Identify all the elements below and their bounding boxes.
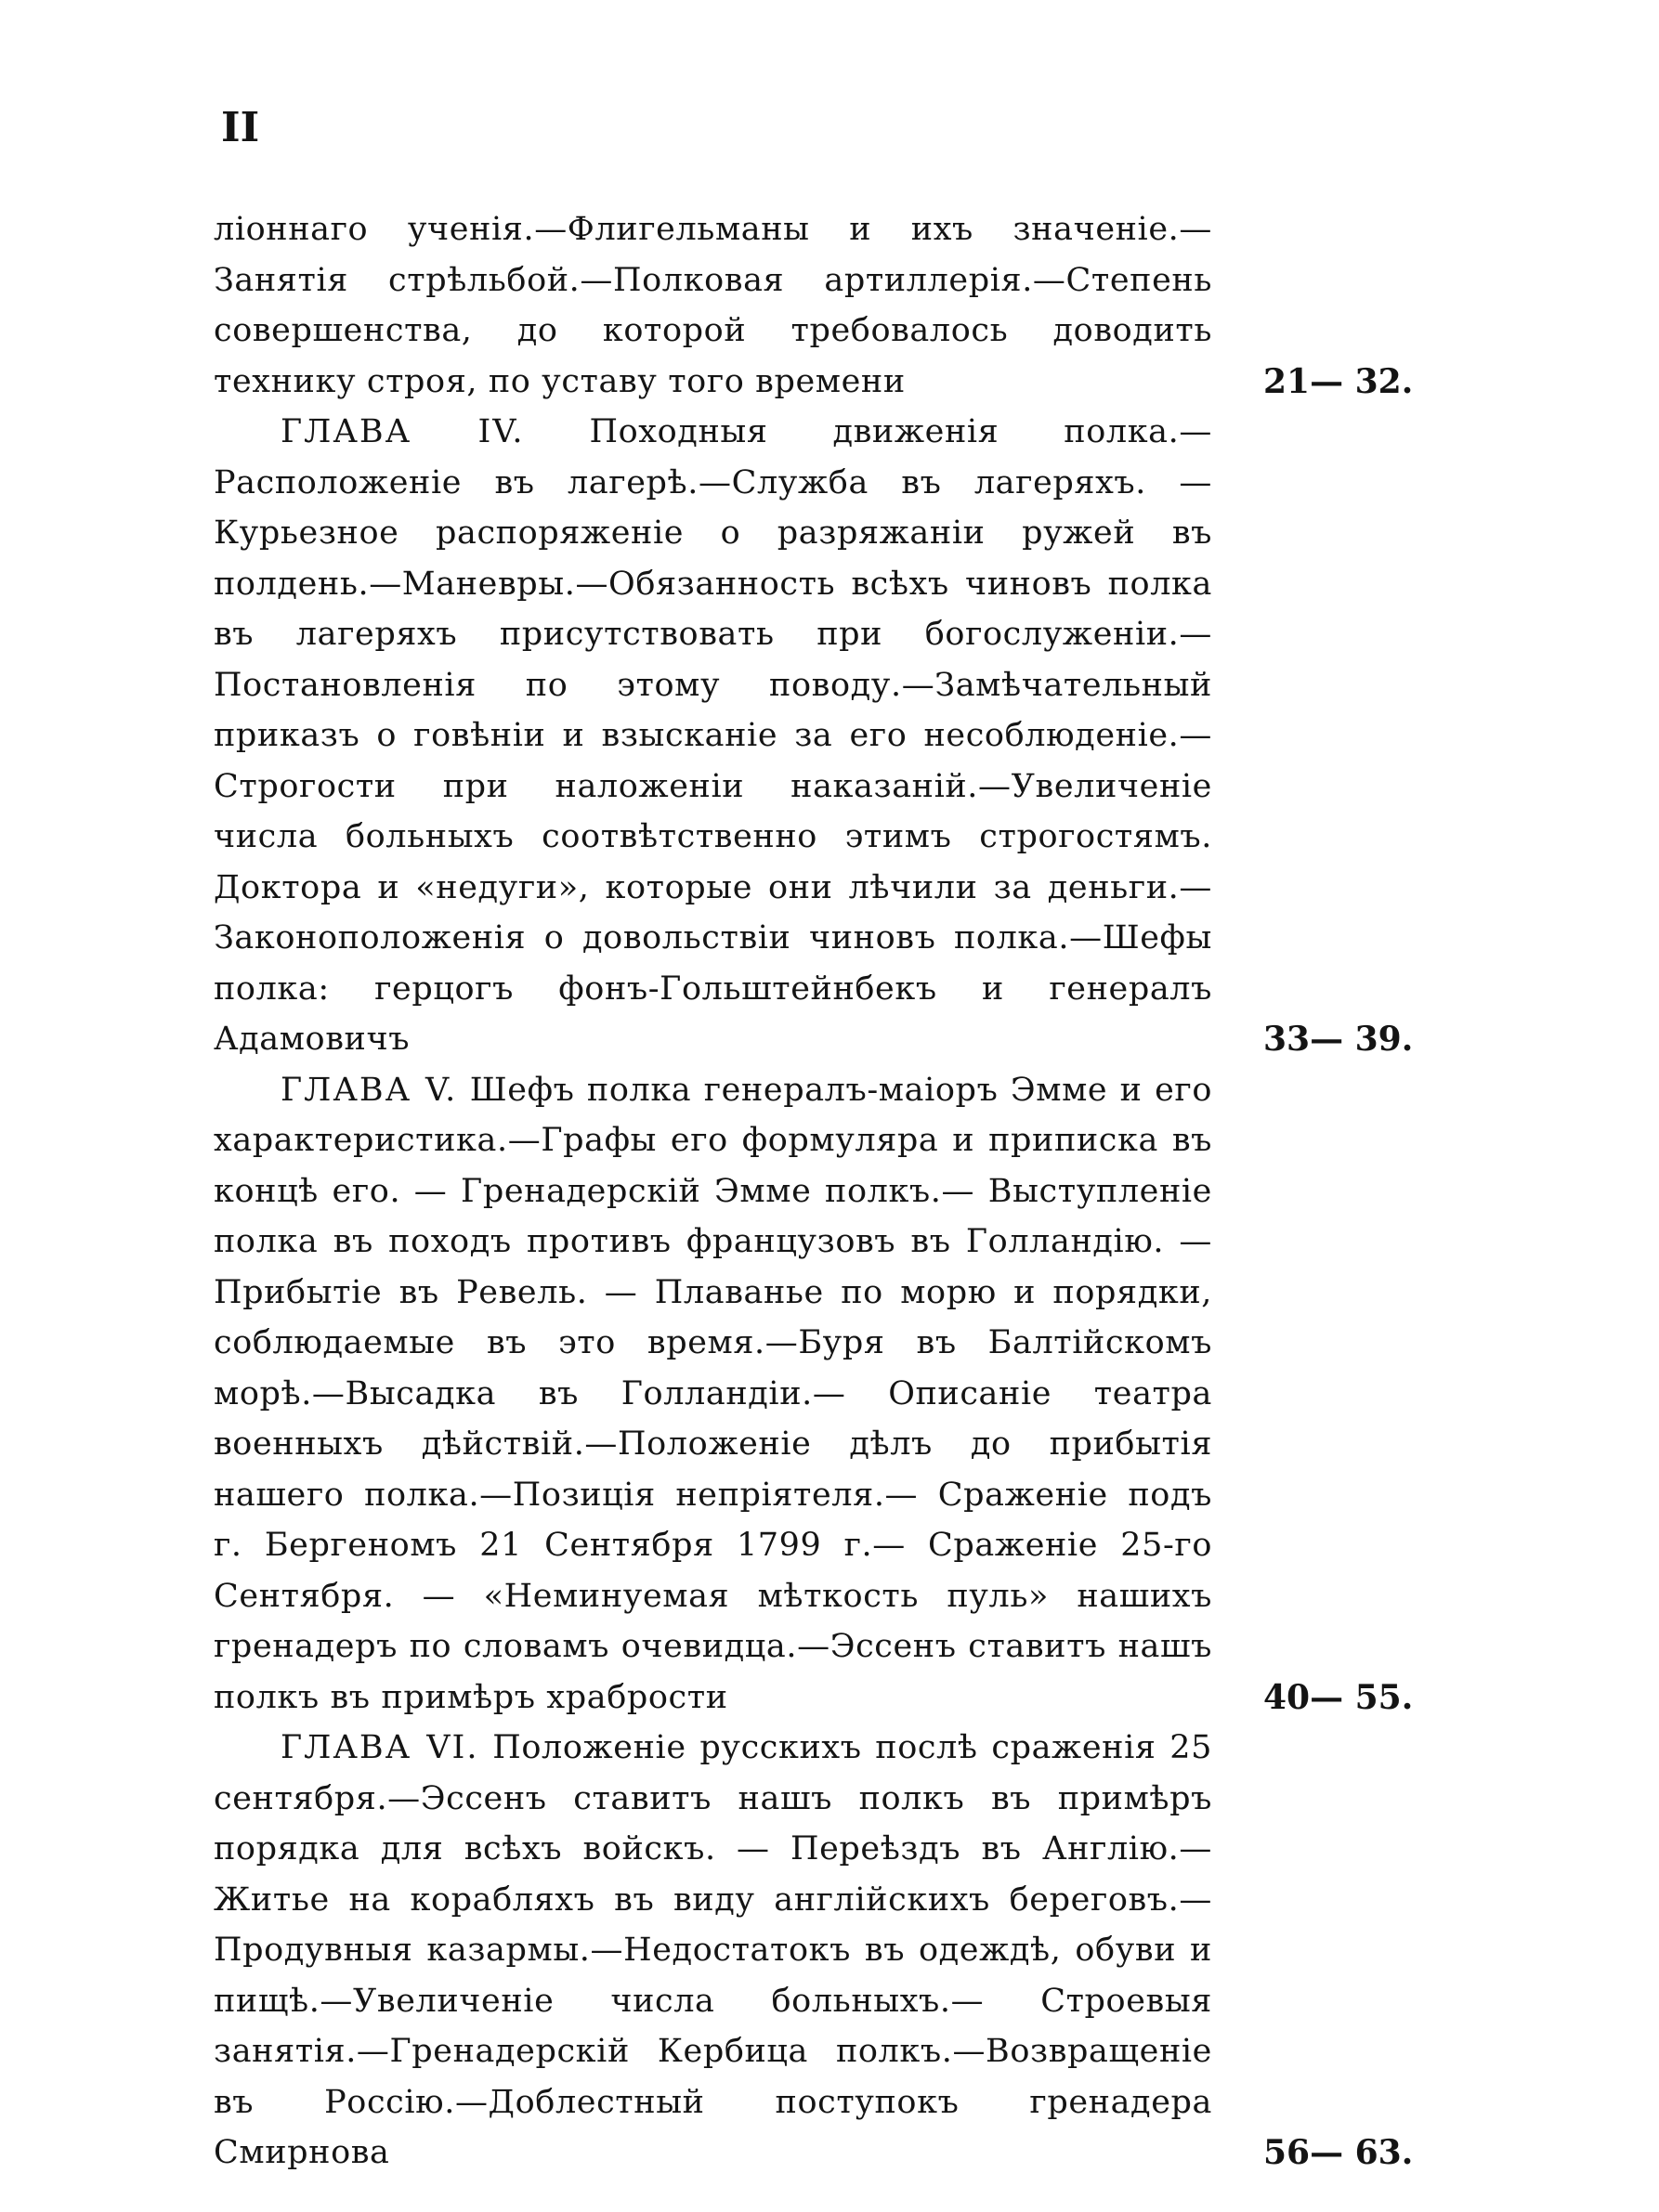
toc-entry-text: [214, 1723, 1212, 2179]
toc-entry-text: [214, 407, 1212, 1065]
toc-entry-pages: 56— 63.: [1263, 2133, 1414, 2172]
toc-entry-pages: 33— 39.: [1263, 1020, 1414, 1059]
toc-entry-description: Походныя движенія полка.—Расположеніе въ лагерѣ.—Служба въ лагеряхъ. — Курьезное распоряженіе о разряжаніи ружей въ полдень.—Маневры.—Обязанность всѣхъ чиновъ полка въ лагеряхъ присутствовать при богослуженіи.—Постановленія по этому поводу.—Замѣчательный приказъ о говѣніи и взысканіе за его несоблюденіе.—Строгости при наложеніи наказаній.—Увеличеніе числа больныхъ соотвѣтственно этимъ строгостямъ. Доктора и «недуги», которые они лѣчили за деньги.—Законоположенія о довольствіи чиновъ полка.—Шефы полка: герцогъ фонъ-Гольштейнбекъ и генералъ Адамовичъ: [214, 413, 1212, 1058]
chapter-heading: ГЛАВА V.: [281, 1071, 458, 1109]
chapter-heading: ГЛАВА VI.: [281, 1729, 479, 1766]
toc-entry-chapter-4: [214, 407, 1440, 1065]
toc-entry-description: Шефъ полка генералъ-маіоръ Эмме и его характеристика.—Графы его формуляра и приписка въ концѣ его. — Гренадерскій Эмме полкъ.— Выступленіе полка въ походъ противъ французовъ въ Голландію. — Прибытіе въ Ревель. — Плаванье по морю и порядки, соблюдаемые въ это время.—Буря въ Балтійскомъ морѣ.—Высадка въ Голландіи.— Описаніе театра военныхъ дѣйствій.—Положеніе дѣлъ до прибытія нашего полка.—Позиція непріятеля.— Сраженіе подъ г. Бергеномъ 21 Сентября 1799 г.— Сраженіе 25-го Сентября. — «Неминуемая мѣткость пуль» нашихъ гренадеръ по словамъ очевидца.—Эссенъ ставитъ нашъ полкъ въ примѣръ храбрости: [214, 1071, 1212, 1716]
toc-entry-pages: 40— 55.: [1263, 1677, 1414, 1717]
chapter-heading: ГЛАВА IV.: [281, 413, 525, 450]
toc-entry-description: ліоннаго ученія.—Флигельманы и ихъ значеніе.—Занятія стрѣльбой.—Полковая артиллерія.—Степень совершенства, до которой требовалось доводить технику строя, по уставу того времени: [214, 211, 1212, 400]
toc-entry-chapter-3-continued: [214, 204, 1440, 407]
toc-entry-chapter-6: [214, 1723, 1440, 2179]
toc-entry-text: [214, 204, 1212, 407]
toc-entry-chapter-5: [214, 1065, 1440, 1724]
table-of-contents: [214, 204, 1440, 2179]
toc-entry-description: Положеніе русскихъ послѣ сраженія 25 сентября.—Эссенъ ставитъ нашъ полкъ въ примѣръ порядка для всѣхъ войскъ. — Переѣздъ въ Англію.—Житье на корабляхъ въ виду англійскихъ береговъ.—Продувныя казармы.—Недостатокъ въ одеждѣ, обуви и пищѣ.—Увеличеніе числа больныхъ.— Строевыя занятія.—Гренадерскій Кербица полкъ.—Возвращеніе въ Россію.—Доблестный поступокъ гренадера Смирнова: [214, 1729, 1213, 2171]
page-number: II: [221, 104, 260, 151]
toc-entry-text: [214, 1065, 1212, 1724]
toc-entry-pages: 21— 32.: [1263, 361, 1414, 401]
